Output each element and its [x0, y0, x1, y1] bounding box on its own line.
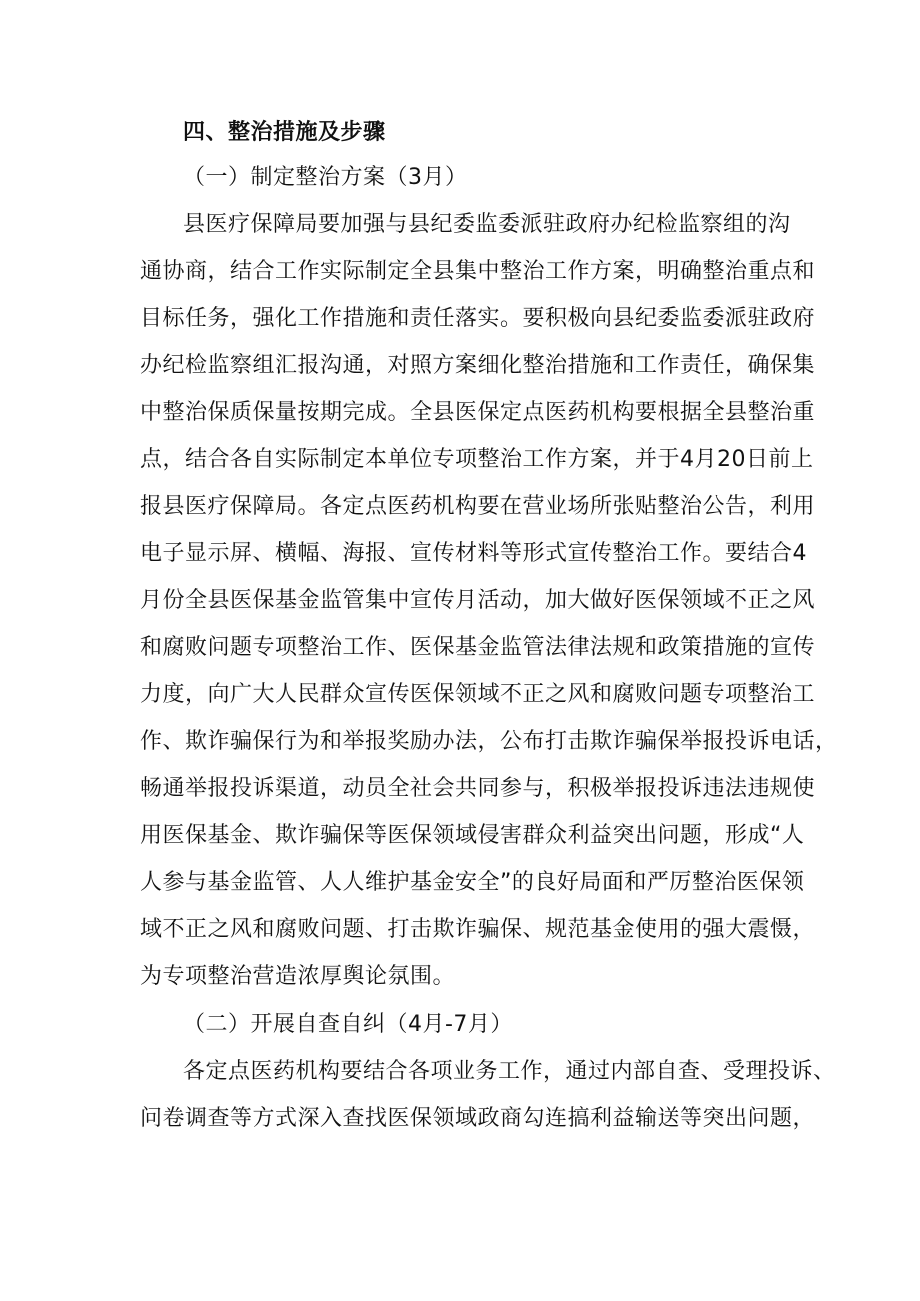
- paragraph-line: 力度，向广大人民群众宣传医保领域不正之风和腐败问题专项整治工: [140, 682, 816, 707]
- paragraph-line: 用医保基金、欺诈骗保等医保领域侵害群众利益突出问题，形成“人: [140, 823, 805, 848]
- paragraph-line: 月份全县医保基金监管集中宣传月活动，加大做好医保领域不正之风: [140, 588, 816, 613]
- paragraph-line: 通协商，结合工作实际制定全县集中整治工作方案，明确整治重点和: [140, 259, 816, 284]
- paragraph-line: 点，结合各自实际制定本单位专项整治工作方案，并于4月20日前上: [140, 447, 814, 472]
- paragraph-line: 各定点医药机构要结合各项业务工作，通过内部自查、受理投诉、: [183, 1059, 836, 1084]
- subsection-1-title: （一）制定整治方案（3月）: [183, 165, 468, 190]
- paragraph-line: 畅通举报投诉渠道，动员全社会共同参与，积极举报投诉违法违规使: [140, 776, 816, 801]
- paragraph-line: 中整治保质保量按期完成。全县医保定点医药机构要根据全县整治重: [140, 400, 816, 425]
- paragraph-line: 和腐败问题专项整治工作、医保基金监管法律法规和政策措施的宣传: [140, 635, 816, 660]
- paragraph-line: 目标任务，强化工作措施和责任落实。要积极向县纪委监委派驻政府: [140, 306, 816, 331]
- paragraph-line: 报县医疗保障局。各定点医药机构要在营业场所张贴整治公告，利用: [140, 494, 816, 519]
- paragraph-line: 人参与基金监管、人人维护基金安全”的良好局面和严厉整治医保领: [140, 870, 805, 895]
- paragraph-line: 为专项整治营造浓厚舆论氛围。: [140, 964, 456, 989]
- paragraph-line: 问卷调查等方式深入查找医保领域政商勾连搞利益输送等突出问题，: [140, 1106, 816, 1131]
- paragraph-line: 电子显示屏、横幅、海报、宣传材料等形式宣传整治工作。要结合4: [140, 541, 807, 566]
- paragraph-line: 办纪检监察组汇报沟通，对照方案细化整治措施和工作责任，确保集: [140, 353, 816, 378]
- section-heading: 四、整治措施及步骤: [183, 120, 386, 145]
- paragraph-line: 作、欺诈骗保行为和举报奖励办法，公布打击欺诈骗保举报投诉电话，: [140, 729, 838, 754]
- paragraph-line: 域不正之风和腐败问题、打击欺诈骗保、规范基金使用的强大震慑，: [140, 917, 816, 942]
- paragraph-line: 县医疗保障局要加强与县纪委监委派驻政府办纪检监察组的沟: [183, 212, 791, 237]
- subsection-2-title: （二）开展自查自纠（4月-7月）: [183, 1012, 513, 1037]
